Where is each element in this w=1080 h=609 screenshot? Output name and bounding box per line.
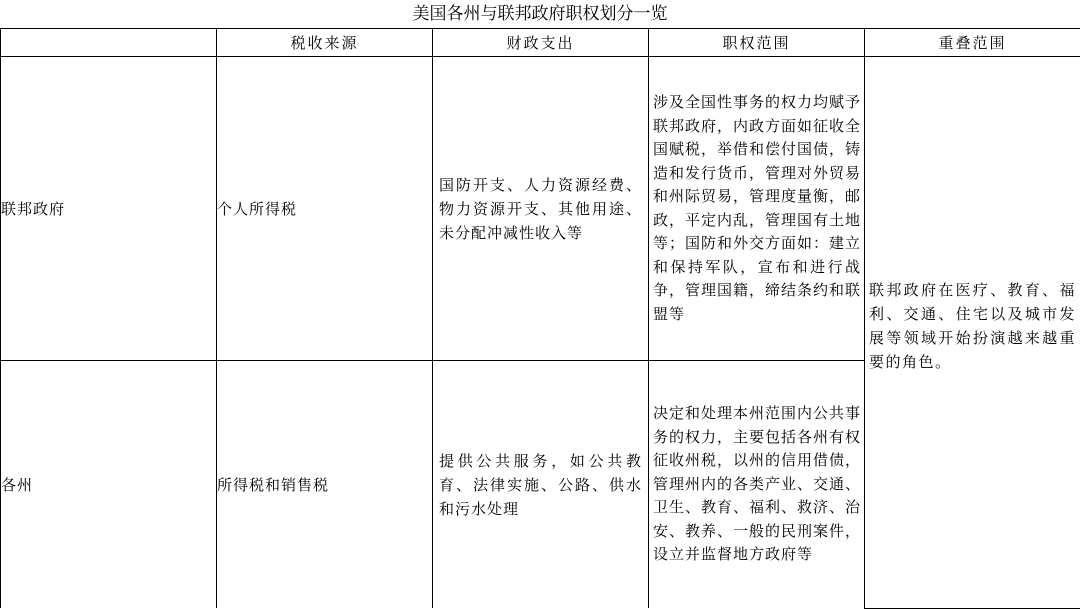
overlap-cell	[865, 57, 1080, 609]
overlap-text: 联邦政府在医疗、教育、福利、交通、住宅以及城市发展等领域开始扮演越来越重要的角色。	[865, 278, 1080, 374]
table-header-row	[1, 29, 1080, 57]
header-tax-source: 税收来源	[217, 29, 433, 57]
header-expenditure: 财政支出	[433, 29, 649, 57]
entity-cell: 各州	[1, 361, 217, 609]
expenditure-text: 提供公共服务，如公共教育、法律实施、公路、供水和污水处理	[433, 449, 648, 521]
tax-source-cell: 个人所得税	[217, 57, 433, 361]
powers-text: 决定和处理本州范围内公共事务的权力，主要包括各州有权征收州税，以州的信用借债，管理州内的各类产业、交通、卫生、教育、福利、救济、治安、教养、一般的民刑案件，设立并监督地方政府等	[649, 402, 864, 567]
header-overlap: 重叠范围	[865, 29, 1080, 57]
tax-source-cell: 所得税和销售税	[217, 361, 433, 609]
powers-cell	[649, 57, 865, 361]
powers-table	[0, 28, 1080, 609]
expenditure-cell	[433, 57, 649, 361]
powers-cell	[649, 361, 865, 609]
expenditure-cell	[433, 361, 649, 609]
header-blank	[1, 29, 217, 57]
table-row-federal	[1, 57, 1080, 361]
expenditure-text: 国防开支、人力资源经费、物力资源开支、其他用途、未分配冲减性收入等	[433, 173, 648, 245]
document-title: 美国各州与联邦政府职权划分一览	[0, 0, 1080, 28]
entity-cell: 联邦政府	[1, 57, 217, 361]
header-powers: 职权范围	[649, 29, 865, 57]
powers-text: 涉及全国性事务的权力均赋予联邦政府，内政方面如征收全国赋税，举借和偿付国债，铸造和发行货币，管理对外贸易和州际贸易，管理度量衡，邮政，平定内乱，管理国有土地等；国防和外交方面如：建立和保持军队，宣布和进行战争，管理国籍，缔结条约和联盟等	[649, 91, 864, 326]
